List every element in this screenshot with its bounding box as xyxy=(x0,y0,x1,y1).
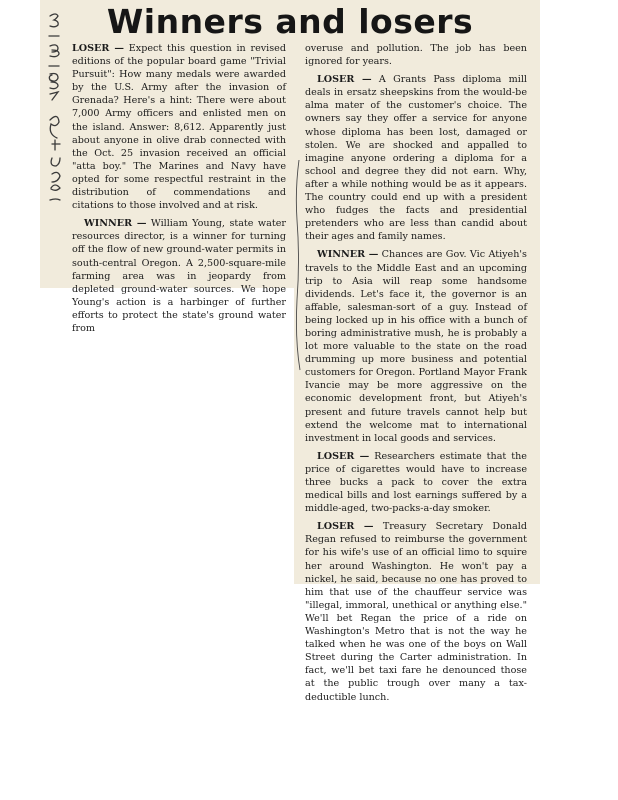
article-paragraph xyxy=(305,248,527,444)
paragraph-lead: LOSER — xyxy=(317,521,374,533)
paragraph-lead: LOSER — xyxy=(72,43,124,54)
paragraph-text: Treasury Secretary Donald Regan refused to reimburse the government for his wife's use of an official limo to squire her around Washington. He won't pay a nickel, he said, because no one has proved to him that use of the chauffeur service was "illegal, immoral, unethical or anything else." We'll bet Regan the price of a ride on Washington's Metro that is not the way he talked when he was one of the boys on Wall Street during the Carter administration. In fact, we'll bet taxi fare he denounced those at the public trough over many a tax-deductible lunch. xyxy=(305,521,527,703)
paragraph-text: Chances are Gov. Vic Atiyeh's travels to the Middle East and an upcoming trip to Asia will reap some handsome dividends. Let's face it, the governor is an affable, salesman-sort of a guy. Instead of being locked up in his office with a bunch of boring administrative mush, he is probably a lot more valuable to the state on the road drumming up more business and potential customers for Oregon. Portland Mayor Frank Ivancie may be more aggressive on the economic development front, but Atiyeh's present and future travels cannot help but extend the welcome mat to international investment in local goods and services. xyxy=(305,249,527,444)
left-column xyxy=(72,42,286,340)
paragraph-text: William Young, state water resources director, is a winner for turning off the flow of new ground-water permits in south-central Oregon. A 2,500-square-mile farming area was in jeopardy from depleted ground-water sources. We hope Young's action is a harbinger of further efforts to protect the state's ground water from xyxy=(72,218,286,334)
paragraph-text: Expect this question in revised editions of the popular board game "Trivial Pursuit": How many medals were awarded by the U.S. Army after the invasion of Grenada? Here's a hint: There were about 7,000 Army officers and enlisted men on the island. Answer: 8,612. Apparently just about anyone in olive drab connected with the Oct. 25 invasion received an official "atta boy." The Marines and Navy have opted for some respectful restraint in the distribution of commendations and citations to those involved and at risk. xyxy=(72,43,286,212)
headline: Winners and losers xyxy=(106,2,474,41)
paragraph-lead: WINNER — xyxy=(84,218,147,230)
paragraph-lead: WINNER — xyxy=(317,249,379,261)
paragraph-lead: LOSER — xyxy=(317,450,370,462)
paragraph-text: A Grants Pass diploma mill deals in ersatz sheepskins from the would-be alma mater of the customer's choice. The owners say they offer a service for anyone whose diploma has been lost, damaged or stolen. We are shocked and appalled to imagine anyone ordering a diploma for a school and degree they did not earn. Why, after a while nothing would be as it appears. The country could end up with a president who fudges the facts and presidential pretenders who are less than candid about their ages and family names. xyxy=(305,74,527,243)
paragraph-text: Researchers estimate that the price of cigarettes would have to increase three bucks a pack to cover the extra medical bills and lost earnings suffered by a middle-aged, two-packs-a-day smoker. xyxy=(305,450,527,515)
article-paragraph xyxy=(305,450,527,515)
right-column xyxy=(305,42,527,709)
paragraph-lead: LOSER — xyxy=(317,74,372,86)
article-paragraph xyxy=(72,217,286,335)
paragraph-text: overuse and pollution. The job has been ignored for years. xyxy=(305,43,527,68)
article-paragraph xyxy=(305,73,527,243)
article-paragraph xyxy=(305,42,527,68)
article-paragraph xyxy=(72,42,286,212)
article-paragraph xyxy=(305,520,527,703)
